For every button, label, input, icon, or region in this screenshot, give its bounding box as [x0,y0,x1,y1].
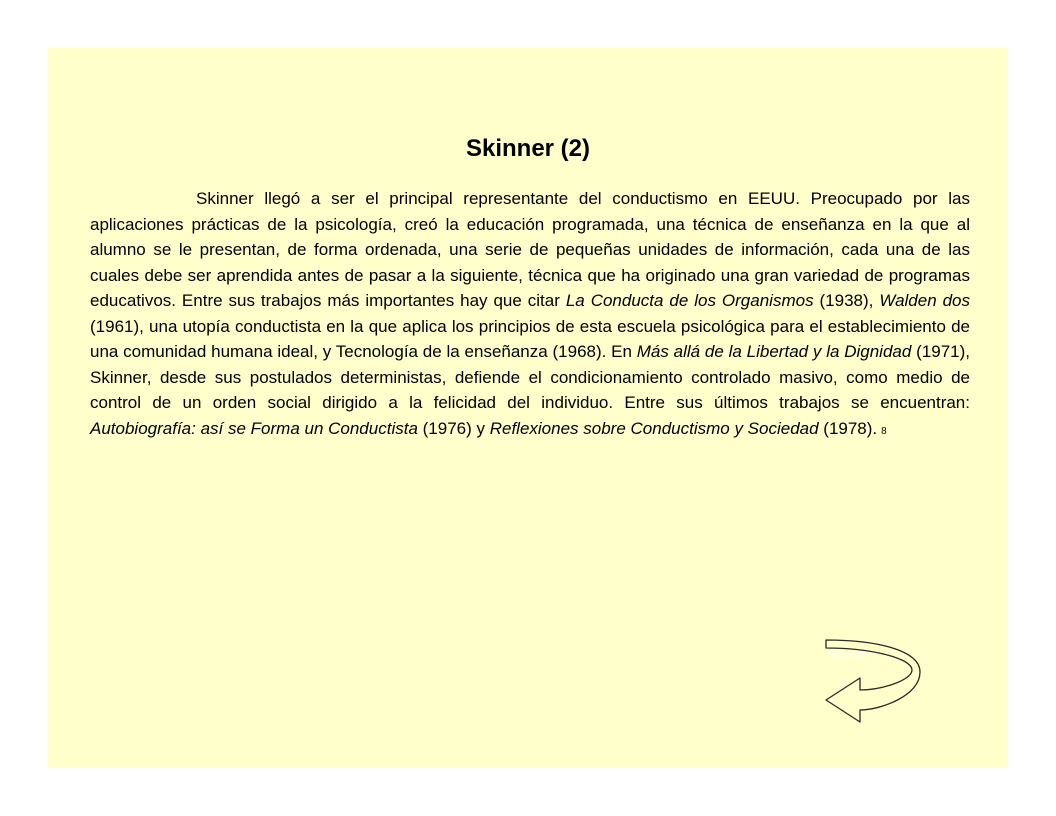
slide [48,48,1008,768]
book-title-walden-dos: Walden dos [879,291,971,310]
book-title-mas-alla-libertad: Más allá de la Libertad y la Dignidad [636,342,912,361]
body-text-3: (1961), una utopía conductista en la que aplica los principios de esta escuela psicológica para el establecimiento de una comunidad humana ideal, y Tecnología de la enseñanza (1968). En [90,316,970,361]
body-text-1: Skinner llegó a ser el principal representante del conductismo en EEUU. Preocupado por las aplicaciones prácticas de la psicología, creó la educación programada, una técnica de enseñanza en la que al alumno se le presentan, de forma ordenada, una serie de pequeñas unidades de información, cada una de las cuales debe ser aprendida antes de pasar a la siguiente, técnica que ha originado una gran variedad de programas educativos. Entre sus trabajos más importantes hay que citar [90,189,970,310]
body-text-2: (1938), [813,291,880,310]
footnote-reference: 8 [881,425,887,437]
book-title-reflexiones: Reflexiones sobre Conductismo y Sociedad [489,418,819,438]
slide-body [90,186,970,444]
return-link[interactable]: Regreso [826,649,868,661]
slide-title: Skinner (2) [465,135,591,162]
return-arrow-icon [820,634,924,724]
return-button[interactable] [820,634,924,724]
book-title-conducta-organismos: La Conducta de los Organismos [565,291,814,310]
body-text-4: (1971), Skinner, desde sus postulados deterministas, defiende el condicionamiento controlado masivo, como medio de control de un orden social dirigido a la felicidad del individuo. Entre sus últimos trabajos se encuentran: [90,342,970,412]
body-text-5: (1976) y [417,418,490,438]
book-title-autobiografia: Autobiografía: así se Forma un Conductista [90,418,418,438]
body-text-6: (1978). [818,418,878,438]
